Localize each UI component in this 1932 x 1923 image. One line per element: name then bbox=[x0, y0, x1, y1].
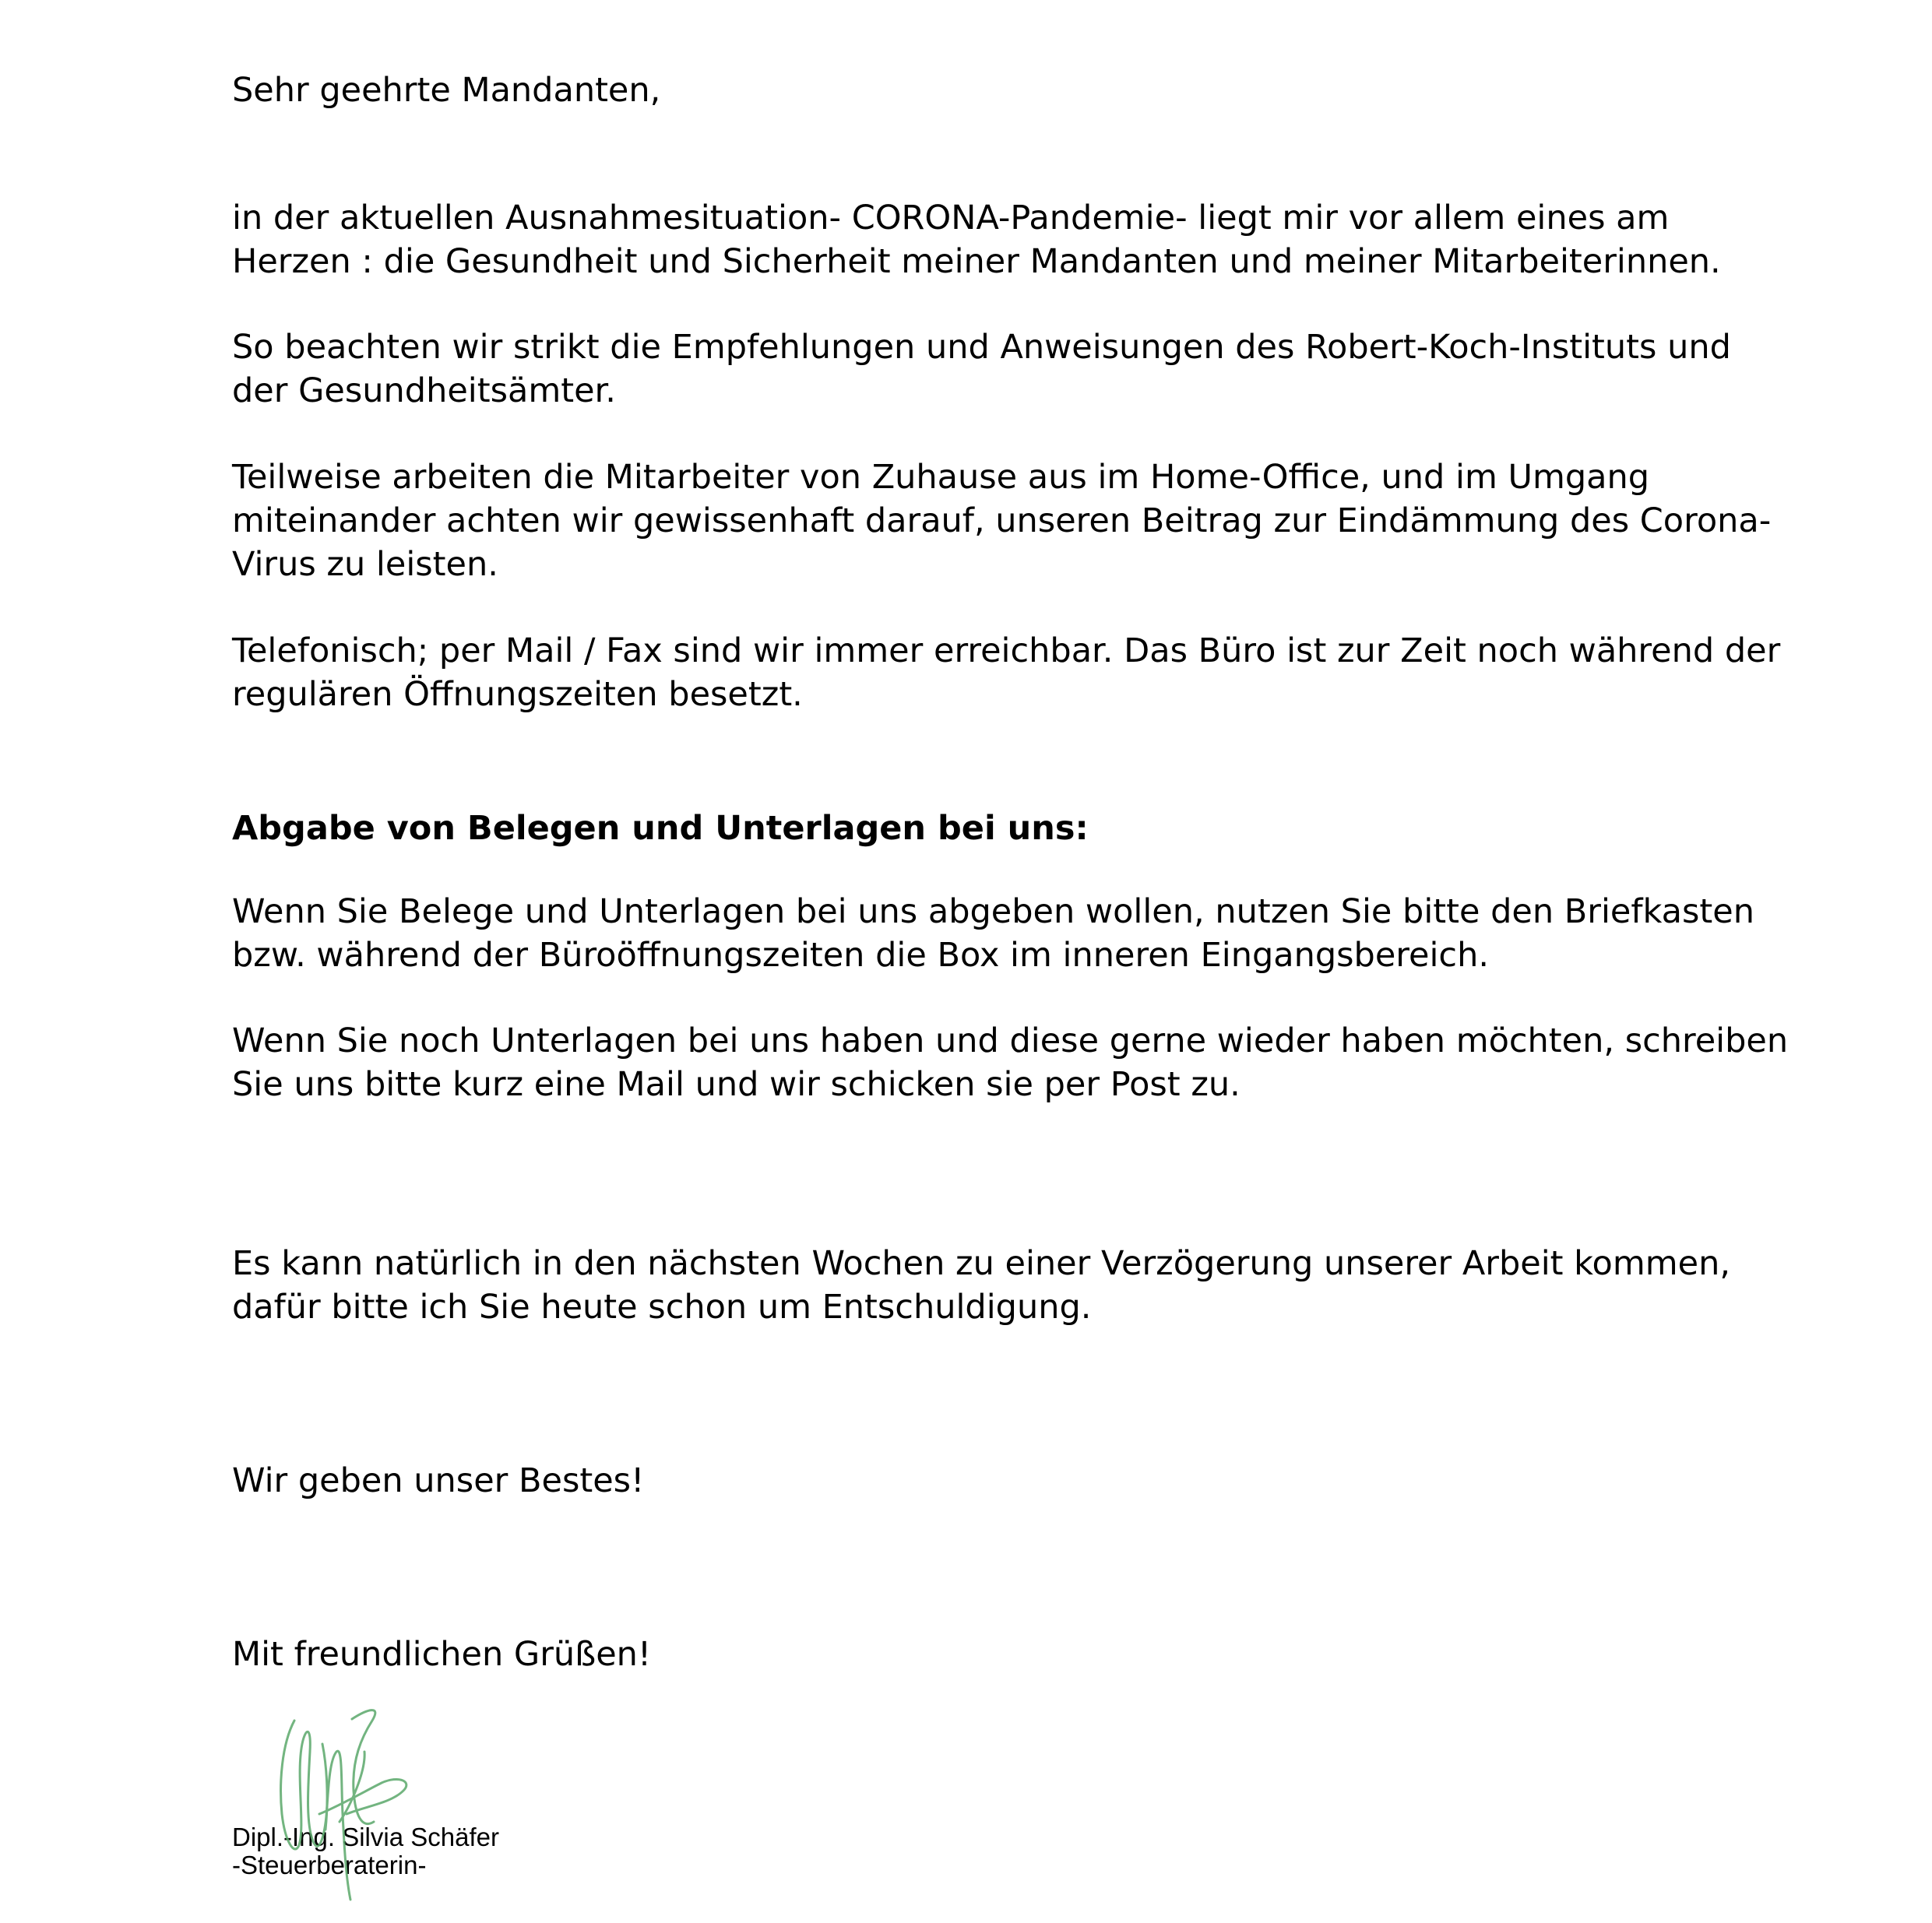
paragraph-8: Wir geben unser Bestes! bbox=[232, 1461, 645, 1500]
closing-greeting: Mit freundlichen Grüßen! bbox=[232, 1635, 652, 1674]
handwritten-signature-icon bbox=[265, 1697, 436, 1923]
signer-title: -Steuerberaterin- bbox=[232, 1851, 427, 1879]
paragraph-2-line-1: So beachten wir strikt die Empfehlungen und Anweisungen des Robert-Koch-Instituts und bbox=[232, 328, 1731, 367]
paragraph-7-line-2: dafür bitte ich Sie heute schon um Entschuldigung. bbox=[232, 1288, 1092, 1327]
paragraph-5-line-2: bzw. während der Büroöffnungszeiten die Box im inneren Eingangsbereich. bbox=[232, 936, 1489, 975]
paragraph-3-line-3: Virus zu leisten. bbox=[232, 545, 498, 584]
paragraph-4-line-1: Telefonisch; per Mail / Fax sind wir immer erreichbar. Das Büro ist zur Zeit noch während der bbox=[232, 631, 1781, 670]
paragraph-6-line-2: Sie uns bitte kurz eine Mail und wir schicken sie per Post zu. bbox=[232, 1065, 1240, 1104]
paragraph-2-line-2: der Gesundheitsämter. bbox=[232, 371, 616, 410]
paragraph-3-line-2: miteinander achten wir gewissenhaft darauf, unseren Beitrag zur Eindämmung des Corona- bbox=[232, 501, 1772, 540]
paragraph-1-line-1: in der aktuellen Ausnahmesituation- CORONA-Pandemie- liegt mir vor allem eines am bbox=[232, 199, 1670, 237]
salutation: Sehr geehrte Mandanten, bbox=[232, 71, 661, 110]
paragraph-1-line-2: Herzen : die Gesundheit und Sicherheit meiner Mandanten und meiner Mitarbeiterinnen. bbox=[232, 242, 1721, 281]
paragraph-4-line-2: regulären Öffnungszeiten besetzt. bbox=[232, 675, 803, 714]
paragraph-7-line-1: Es kann natürlich in den nächsten Wochen zu einer Verzögerung unserer Arbeit kommen, bbox=[232, 1244, 1730, 1283]
signer-name: Dipl.-Ing. Silvia Schäfer bbox=[232, 1823, 499, 1851]
paragraph-5-line-1: Wenn Sie Belege und Unterlagen bei uns abgeben wollen, nutzen Sie bitte den Briefkasten bbox=[232, 892, 1754, 931]
paragraph-6-line-1: Wenn Sie noch Unterlagen bei uns haben und diese gerne wieder haben möchten, schreiben bbox=[232, 1021, 1789, 1060]
section-heading: Abgabe von Belegen und Unterlagen bei uns: bbox=[232, 809, 1089, 848]
paragraph-3-line-1: Teilweise arbeiten die Mitarbeiter von Zuhause aus im Home-Office, und im Umgang bbox=[232, 458, 1650, 497]
